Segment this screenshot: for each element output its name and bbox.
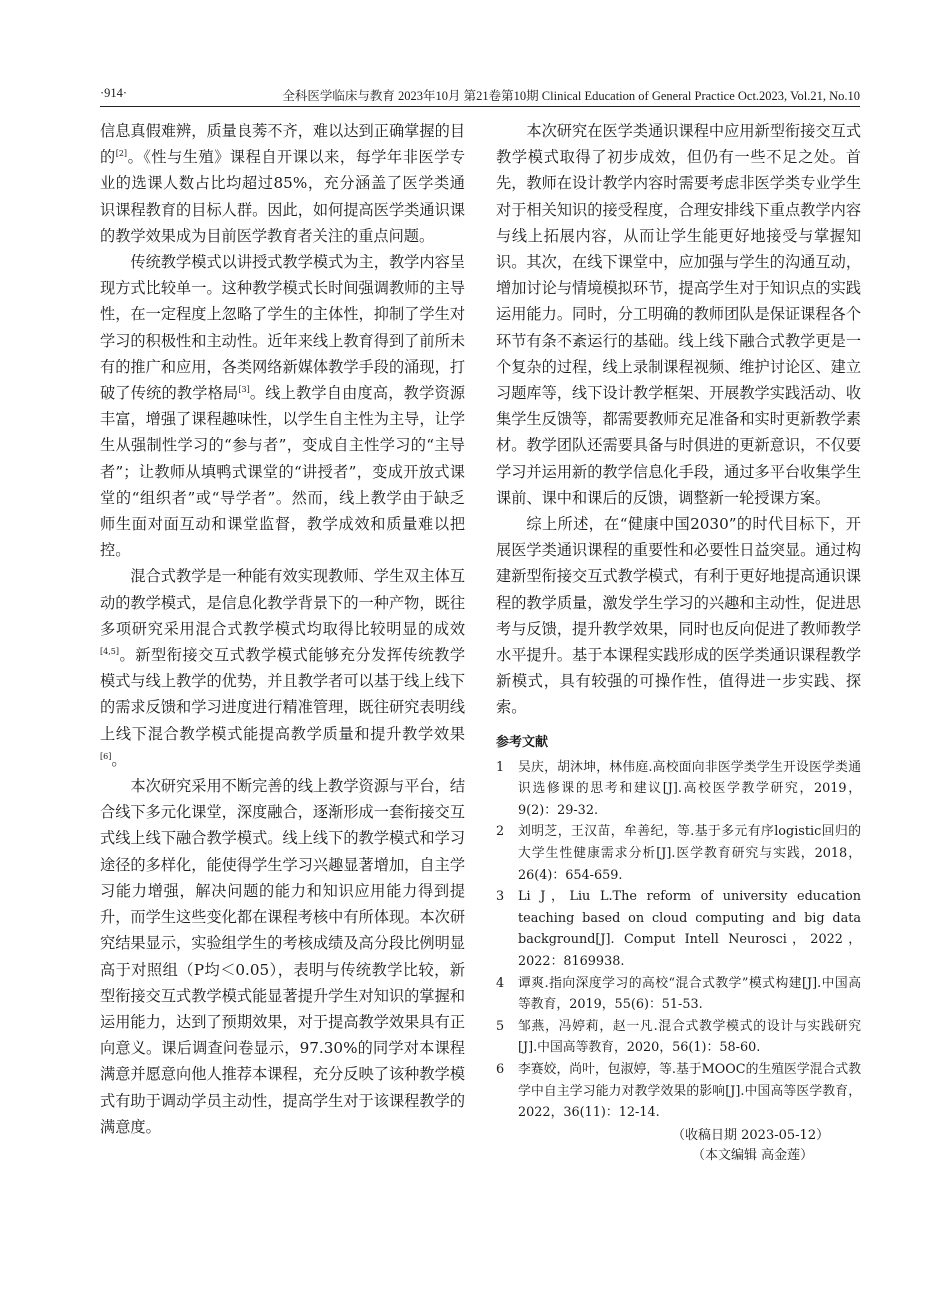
reference-text: 邹燕，冯婷莉，赵一凡.混合式教学模式的设计与实践研究[J].中国高等教育，2020，56(1)：58-60.	[518, 1018, 861, 1056]
right-column	[496, 118, 861, 1166]
reference-text: 吴庆，胡沐坤，林伟庭.高校面向非医学类学生开设医学类通识选修课的思考和建议[J].高校医学教学研究，2019，9(2)：29-32.	[518, 759, 861, 818]
reference-item	[496, 1059, 861, 1124]
reference-item	[496, 886, 861, 972]
editor-note: （本文编辑 高金莲）	[692, 1147, 814, 1163]
paragraph-text: 。	[111, 750, 127, 769]
citation: [4,5]	[100, 647, 119, 657]
paragraph: 本次研究采用不断完善的线上教学资源与平台，结合线下多元化课堂，深度融合，逐渐形成一套衔接交互式线上线下融合教学模式。线上线下的教学模式和学习途径的多样化，能使得学生学习兴趣显著增加，自主学习能力增强，解决问题的能力和知识应用能力得到提升，而学生这些变化都在课程考核中有所体现。本次研究结果显示，实验组学生的考核成绩及高分段比例明显高于对照组（P均＜0.05），表明与传统教学比较，新型衔接交互式教学模式能显著提升学生对知识的掌握和运用能力，达到了预期效果，对于提高教学效果具有正向意义。课后调查问卷显示，97.30%的同学对本课程满意并愿意向他人推荐本课程，充分反映了该种教学模式有助于调动学员主动性，提高学生对于该课程教学的满意度。	[100, 777, 465, 1136]
paragraph: 综上所述，在“健康中国2030”的时代目标下，开展医学类通识课程的重要性和必要性日益突显。通过构建新型衔接交互式教学模式，有利于更好地提高通识课程的教学质量，激发学生学习的兴趣和主动性，促进思考与反馈，提升教学效果，同时也反向促进了教师教学水平提升。基于本课程实践形成的医学类通识课程教学新模式，具有较强的可操作性，值得进一步实践、探索。	[496, 515, 861, 717]
paragraph-text: 。《性与生殖》课程自开课以来，每学年非医学专业的选课人数占比均超过85%，充分涵盖了医学类通识课程教育的目标人群。因此，如何提高医学类通识课的教学效果成为目前医学教育者关注的重点问题。	[100, 148, 466, 245]
received-date: （收稿日期 2023-05-12）	[672, 1127, 830, 1143]
paragraph-text: 传统教学模式以讲授式教学模式为主，教学内容呈现方式比较单一。这种教学模式长时间强调教师的主导性，在一定程度上忽略了学生的主体性，抑制了学生对学习的积极性和主动性。近年来线上教育得到了前所未有的推广和应用，各类网络新媒体教学手段的涌现，打破了传统的教学格局	[100, 253, 465, 403]
reference-item	[496, 757, 861, 822]
reference-number: 6	[496, 1061, 505, 1077]
paragraph	[100, 118, 465, 249]
reference-text: 刘明芝，王汉苗，牟善纪，等.基于多元有序logistic回归的大学生性健康需求分析[J].医学教育研究与实践，2018，26(4)：654-659.	[518, 824, 861, 883]
paragraph-text: 。新型衔接交互式教学模式能够充分发挥传统教学模式与线上教学的优势，并且教学者可以基于线上线下的需求反馈和学习进度进行精准管理，既往研究表明线上线下混合教学模式能提高教学质量和提升教学效果	[100, 646, 465, 743]
reference-text: 谭爽.指向深度学习的高校“混合式教学”模式构建[J].中国高等教育，2019，55(6)：51-53.	[518, 975, 861, 1013]
reference-number: 5	[496, 1018, 505, 1034]
references-heading: 参考文献	[496, 734, 549, 750]
reference-item	[496, 973, 861, 1016]
reference-number: 3	[496, 889, 505, 905]
reference-item	[496, 1016, 861, 1059]
reference-list	[496, 757, 861, 1124]
left-column	[100, 118, 465, 1140]
reference-text: 李赛姣，尚叶，包淑婷，等.基于MOOC的生殖医学混合式教学中自主学习能力对教学效果的影响[J].中国高等医学教育，2022，36(11)：12-14.	[518, 1061, 861, 1121]
reference-text: Li J，Liu L.The reform of university education teaching based on cloud computing and big data background[J]. Comput Intell Neurosci，2022，2022：8169938.	[518, 889, 861, 970]
citation: [3]	[238, 385, 250, 395]
paragraph: 本次研究在医学类通识课程中应用新型衔接交互式教学模式取得了初步成效，但仍有一些不足之处。首先，教师在设计教学内容时需要考虑非医学类专业学生对于相关知识的接受程度，合理安排线下重点教学内容与线上拓展内容，从而让学生能更好地接受与掌握知识。其次，在线下课堂中，应加强与学生的沟通互动，增加讨论与情境模拟环节，提高学生对于知识点的实践运用能力。同时，分工明确的教师团队是保证课程各个环节有条不紊运行的基础。线上线下融合式教学更是一个复杂的过程，线上录制课程视频、维护讨论区、建立习题库等，线下设计教学框架、开展教学实践活动、收集学生反馈等，都需要教师充足准备和实时更新教学素材。教学团队还需要具备与时俱进的更新意识，不仅要学习并运用新的教学信息化手段，通过多平台收集学生课前、课中和课后的反馈，调整新一轮授课方案。	[496, 122, 861, 507]
paragraph-text: 混合式教学是一种能有效实现教师、学生双主体互动的教学模式，是信息化教学背景下的一种产物，既往多项研究采用混合式教学模式均取得比较明显的成效	[100, 567, 465, 638]
page-number: ·914·	[100, 86, 128, 100]
reference-item	[496, 821, 861, 886]
paragraph	[100, 563, 465, 773]
citation: [6]	[100, 751, 112, 761]
journal-info: 全科医学临床与教育 2023年10月 第21卷第10期 Clinical Education of General Practice Oct.2023, Vol.21, No.10	[282, 89, 860, 103]
paragraph-text: 。线上教学自由度高，教学资源丰富，增强了课程趣味性，以学生自主性为主导，让学生从强制性学习的“参与者”，变成自主性学习的“主导者”；让教师从填鸭式课堂的“讲授者”，变成开放式课堂的“组织者”或“导学者”。然而，线上教学由于缺乏师生面对面互动和课堂监督，教学成效和质量难以把控。	[100, 384, 466, 560]
reference-number: 2	[496, 824, 505, 840]
reference-number: 1	[496, 759, 505, 775]
paragraph	[100, 249, 465, 563]
paragraph-text: 信息真假难辨，质量良莠不齐，难以达到正确掌握的目的	[100, 122, 465, 167]
running-header	[100, 84, 860, 107]
citation: [2]	[115, 149, 128, 159]
reference-number: 4	[496, 975, 505, 991]
